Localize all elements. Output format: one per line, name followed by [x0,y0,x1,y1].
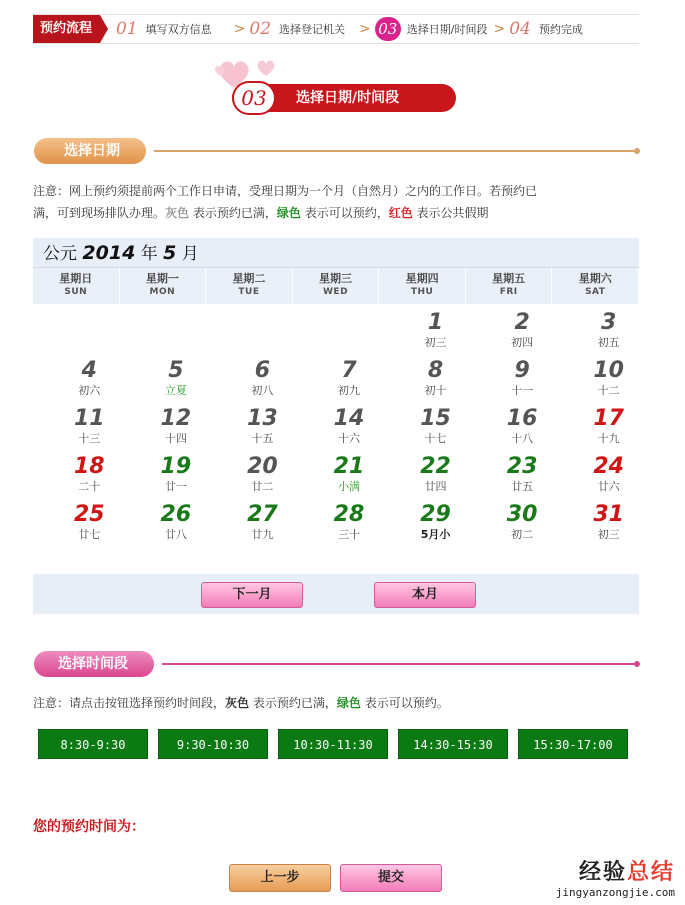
weekday-en: SUN [64,287,88,297]
lunar-date: 十二 [597,384,620,397]
lunar-date: 十六 [337,432,360,445]
section-divider [162,663,636,665]
day-number: 22 [420,454,451,479]
step-4-text: 预约完成 [538,23,583,36]
weekday-en: THU [410,287,434,297]
time-slot-button[interactable]: 8:30-9:30 [38,729,148,759]
calendar-day-cell [33,406,120,454]
time-slot-button[interactable]: 10:30-11:30 [278,729,388,759]
date-note-text: 满，可到现场排队办理。 [33,206,166,220]
weekday-en: MON [149,287,176,297]
chevron-right-icon: > [233,21,246,37]
submit-button[interactable]: 提交 [340,864,442,892]
day-number: 18 [73,454,105,479]
time-note-text: 注意：请点击按钮选择预约时间段， [33,696,226,710]
legend-green: 绿色 [276,206,301,220]
weekday-sun [33,268,120,304]
legend-green-desc: 表示可以预约， [300,206,389,220]
step-3-text: 选择日期/时间段 [406,23,488,36]
lunar-date: 廿九 [251,528,274,541]
lunar-date: 廿八 [164,528,187,541]
day-number: 9 [514,358,530,383]
section-divider [154,150,636,152]
calendar-day-cell [120,406,207,454]
step-2 [234,19,345,39]
calendar-day-cell [33,454,120,502]
weekday-cn: 星期四 [405,272,439,285]
day-number: 21 [333,454,365,479]
lunar-date: 十五 [251,432,274,445]
calendar [33,238,639,550]
day-number: 19 [160,454,192,479]
calendar-day-cell [379,358,466,406]
lunar-date: 廿二 [251,480,274,493]
day-number: 14 [333,406,365,431]
calendar-day-cell [466,310,553,358]
weekday-en: TUE [238,287,260,297]
calendar-day-cell [293,406,380,454]
day-number: 12 [160,406,192,431]
lunar-date: 初三 [597,528,620,541]
calendar-empty-cell [120,310,207,358]
weekday-cn: 星期六 [578,272,612,285]
calendar-day-cell[interactable] [120,454,207,502]
lunar-date: 初二 [511,528,534,541]
legend-gray: 灰色 [165,206,190,220]
watermark-url: jingyanzongjie.com [555,886,675,899]
lunar-date: 初八 [251,384,274,397]
step-3-active [359,17,487,41]
calendar-day-cell [379,406,466,454]
calendar-day-cell[interactable] [466,454,553,502]
day-number: 10 [593,358,624,383]
watermark-text-b: 总结 [626,860,675,885]
lunar-date: 初三 [424,336,447,349]
weekday-sat [552,268,639,304]
step-1-number: 01 [116,19,138,39]
calendar-day-cell [552,502,639,550]
calendar-nav-bar [33,574,639,614]
calendar-month-title [33,238,639,268]
day-number: 24 [593,454,624,479]
weekday-cn: 星期五 [492,272,526,285]
watermark [556,855,675,899]
weekday-cn: 星期三 [319,272,353,285]
lunar-date: 初十 [424,384,447,397]
calendar-year: 2014 [82,242,136,264]
lunar-date: 十四 [164,432,187,445]
steps-label: 预约流程 [33,15,100,43]
chevron-right-icon: > [359,21,371,37]
day-number: 20 [247,454,278,479]
day-number: 25 [73,502,105,527]
day-number: 13 [247,406,278,431]
step-4-number: 04 [509,19,531,39]
weekday-cn: 星期日 [59,272,93,285]
lunar-date: 十三 [78,432,101,445]
day-number: 27 [247,502,278,527]
legend-gray: 灰色 [225,696,250,710]
legend-gray-desc: 表示预约已满， [189,206,277,220]
weekday-fri [466,268,553,304]
calendar-day-cell [206,454,293,502]
lunar-date: 初五 [597,336,620,349]
weekday-cn: 星期二 [232,272,266,285]
step-1 [116,19,212,39]
day-number: 23 [506,454,538,479]
lunar-date: 二十 [78,480,101,493]
legend-red: 红色 [388,206,413,220]
step-3-number: 03 [375,17,401,41]
step-2-number: 02 [249,19,272,39]
calendar-month-unit: 月 [181,244,199,264]
lunar-date: 初四 [511,336,534,349]
lunar-date: 十八 [511,432,534,445]
date-note [33,180,643,224]
banner-title: 选择日期/时间段 [296,90,400,106]
day-number: 8 [427,358,444,383]
time-slot-button[interactable]: 14:30-15:30 [398,729,508,759]
calendar-day-cell [293,358,380,406]
weekday-en: SAT [585,287,606,297]
lunar-date: 廿五 [511,480,534,493]
day-number: 31 [593,502,624,527]
day-number: 5 [168,358,184,383]
day-number: 3 [601,310,617,335]
calendar-day-cell[interactable] [379,454,466,502]
watermark-logo-text [556,855,675,886]
calendar-day-cell [379,310,466,358]
calendar-day-cell [552,310,639,358]
calendar-month: 5 [163,242,177,264]
lunar-date: 小满 [337,480,360,493]
day-number: 30 [506,502,538,527]
lunar-date: 初六 [78,384,101,397]
calendar-day-cell [206,406,293,454]
calendar-year-unit: 年 [140,244,158,264]
lunar-date: 十一 [511,384,534,397]
date-note-line2 [33,202,643,224]
lunar-date: 5月小 [420,528,451,541]
weekday-cn: 星期一 [145,272,179,285]
this-month-button[interactable]: 本月 [374,582,476,608]
calendar-day-cell [552,454,639,502]
process-steps-bar [33,14,639,44]
day-number: 16 [506,406,538,431]
day-number: 1 [427,310,444,335]
calendar-day-cell [206,358,293,406]
selected-time-label: 您的预约时间为： [33,819,145,835]
calendar-day-cell[interactable] [206,502,293,550]
legend-gray-desc: 表示预约已满， [249,696,337,710]
previous-step-button[interactable]: 上一步 [229,864,331,892]
calendar-day-cell [552,406,639,454]
day-number: 26 [160,502,192,527]
watermark-text-a: 经验 [578,860,627,885]
day-number: 4 [81,358,97,383]
day-number: 7 [341,358,357,383]
lunar-date: 廿七 [78,528,101,541]
calendar-day-cell [33,358,120,406]
weekday-header [33,268,639,304]
day-number: 29 [420,502,451,527]
calendar-day-cell [120,358,207,406]
calendar-grid [33,304,639,550]
calendar-empty-cell [293,310,380,358]
chevron-right-icon: > [493,21,506,37]
calendar-day-cell[interactable] [120,502,207,550]
step-2-text: 选择登记机关 [279,23,346,36]
time-note [33,692,449,714]
step-4 [493,19,582,39]
step-banner [232,84,456,112]
day-number: 15 [420,406,451,431]
calendar-day-cell [552,358,639,406]
date-note-line1: 注意：网上预约须提前两个工作日申请，受理日期为一个月（自然月）之内的工作日。若预约已 [33,184,538,198]
day-number: 28 [333,502,365,527]
weekday-en: FRI [499,287,518,297]
calendar-day-cell[interactable] [293,454,380,502]
day-number: 11 [73,406,105,431]
weekday-mon [120,268,207,304]
date-section-title: 选择日期 [34,138,146,164]
step-1-text: 填写双方信息 [145,23,212,36]
calendar-empty-cell [206,310,293,358]
calendar-day-cell[interactable] [379,502,466,550]
next-month-button[interactable]: 下一月 [201,582,303,608]
lunar-date: 廿四 [424,480,447,493]
date-section-header [34,138,640,164]
time-section-header [34,651,640,677]
calendar-day-cell [466,358,553,406]
legend-green-desc: 表示可以预约。 [360,696,449,710]
time-slot-button[interactable]: 15:30-17:00 [518,729,628,759]
weekday-thu [379,268,466,304]
lunar-date: 十九 [597,432,620,445]
calendar-prefix: 公元 [43,244,77,264]
divider-dot [634,661,640,667]
time-section-title: 选择时间段 [34,651,154,677]
lunar-date: 立夏 [164,384,187,397]
lunar-date: 十七 [424,432,447,445]
banner-step-number: 03 [232,81,276,115]
day-number: 2 [514,310,530,335]
time-slot-button[interactable]: 9:30-10:30 [158,729,268,759]
lunar-date: 三十 [337,528,360,541]
lunar-date: 廿六 [597,480,620,493]
legend-green: 绿色 [336,696,361,710]
legend-red-desc: 表示公共假期 [412,206,489,220]
weekday-wed [293,268,380,304]
lunar-date: 廿一 [164,480,187,493]
weekday-en: WED [323,287,349,297]
day-number: 6 [254,358,271,383]
calendar-day-cell[interactable] [293,502,380,550]
divider-dot [634,148,640,154]
calendar-day-cell [33,502,120,550]
calendar-day-cell [466,406,553,454]
calendar-day-cell[interactable] [466,502,553,550]
lunar-date: 初九 [337,384,360,397]
day-number: 17 [593,406,624,431]
weekday-tue [206,268,293,304]
calendar-empty-cell [33,310,120,358]
